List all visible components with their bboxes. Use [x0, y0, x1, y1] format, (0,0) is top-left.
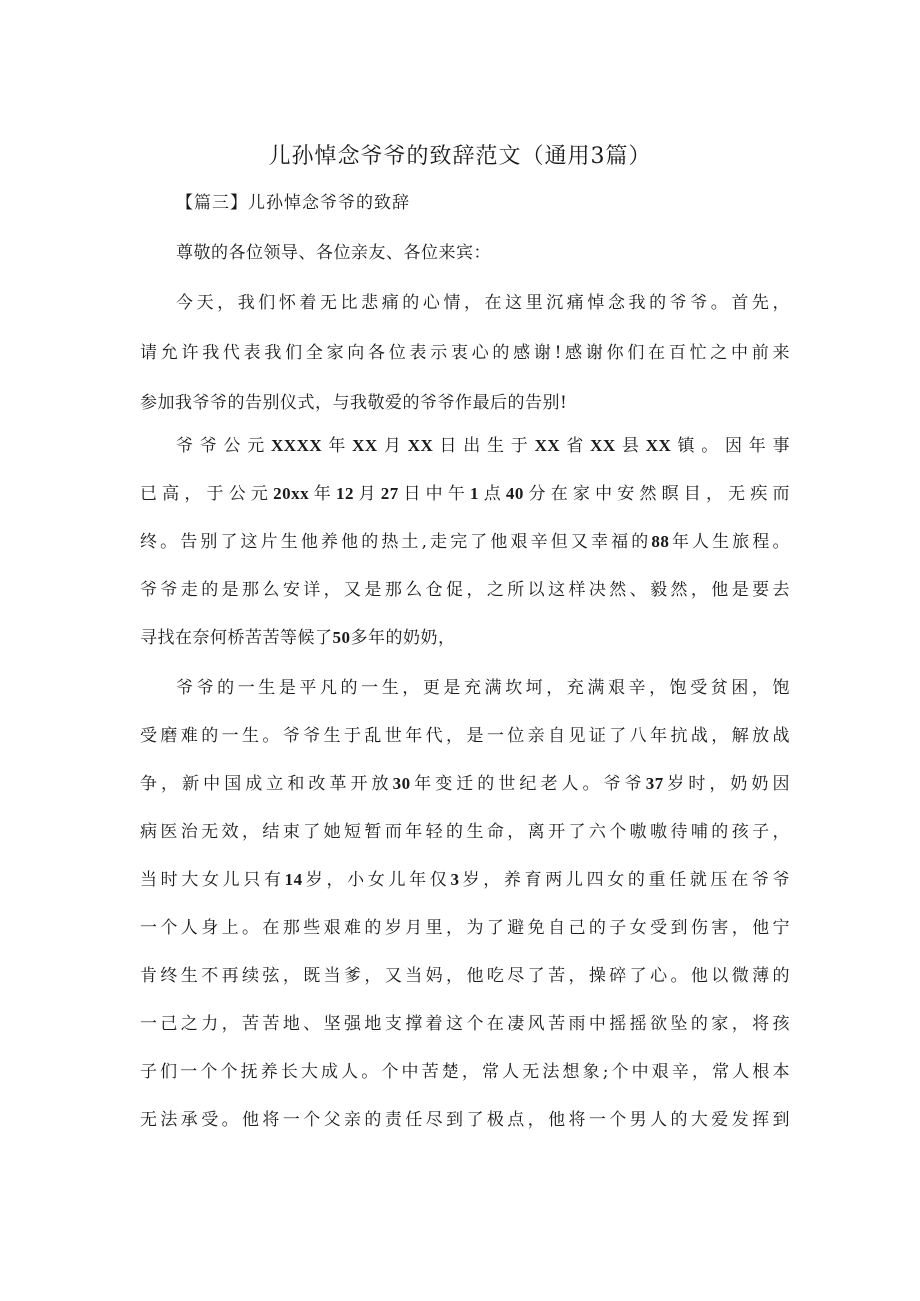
document-title: 儿孙悼念爷爷的致辞范文（通用3篇）: [268, 144, 652, 169]
paragraph-line: 一个人身上。在那些艰难的岁月里，为了避免自己的子女受到伤害，他宁: [140, 918, 790, 938]
greeting-line: 尊敬的各位领导、各位亲友、各位来宾：: [176, 243, 491, 263]
paragraph-line: 肯终生不再续弦，既当爹，又当妈，他吃尽了苦，操碎了心。他以微薄的: [140, 966, 790, 986]
paragraph-line: 今天，我们怀着无比悲痛的心情，在这里沉痛悼念我的爷爷。首先，: [176, 293, 790, 313]
paragraph-line: 一己之力，苦苦地、坚强地支撑着这个在凄风苦雨中摇摇欲坠的家，将孩: [140, 1014, 790, 1034]
paragraph-line: 爷爷走的是那么安详，又是那么仓促，之所以这样决然、毅然，他是要去: [140, 580, 790, 600]
paragraph-line: 子们一个个抚养长大成人。个中苦楚，常人无法想象;个中艰辛，常人根本: [140, 1062, 790, 1082]
paragraph-line: 争，新中国成立和改革开放30年变迁的世纪老人。爷爷37岁时，奶奶因: [140, 774, 791, 794]
paragraph-line: 当时大女儿只有14岁，小女儿年仅3岁，养育两儿四女的重任就压在爷爷: [140, 870, 791, 890]
paragraph-line: 受磨难的一生。爷爷生于乱世年代，是一位亲自见证了八年抗战，解放战: [140, 726, 790, 746]
paragraph-line: 请允许我代表我们全家向各位表示衷心的感谢!感谢你们在百忙之中前来: [140, 343, 790, 363]
paragraph-line: 爷爷公元XXXX年XX月XX日出生于XX省XX县XX镇。因年事: [176, 436, 791, 456]
paragraph-line: 爷爷的一生是平凡的一生，更是充满坎坷，充满艰辛，饱受贫困，饱: [176, 678, 790, 698]
paragraph-line: 无法承受。他将一个父亲的责任尽到了极点，他将一个男人的大爱发挥到: [140, 1110, 790, 1130]
paragraph-line: 病医治无效，结束了她短暂而年轻的生命，离开了六个嗷嗷待哺的孩子，: [140, 822, 790, 842]
paragraph-line: 寻找在奈何桥苦苦等候了50多年的奶奶，: [140, 628, 456, 648]
paragraph-line: 参加我爷爷的告别仪式，与我敬爱的爷爷作最后的告别!: [140, 393, 568, 413]
paragraph-line: 终。告别了这片生他养他的热土,走完了他艰辛但又幸福的88年人生旅程。: [140, 532, 791, 552]
section-heading: 【篇三】儿孙悼念爷爷的致辞: [176, 193, 410, 213]
paragraph-line: 已高，于公元20xx年12月27日中午1点40分在家中安然瞑目，无疾而: [140, 484, 791, 504]
